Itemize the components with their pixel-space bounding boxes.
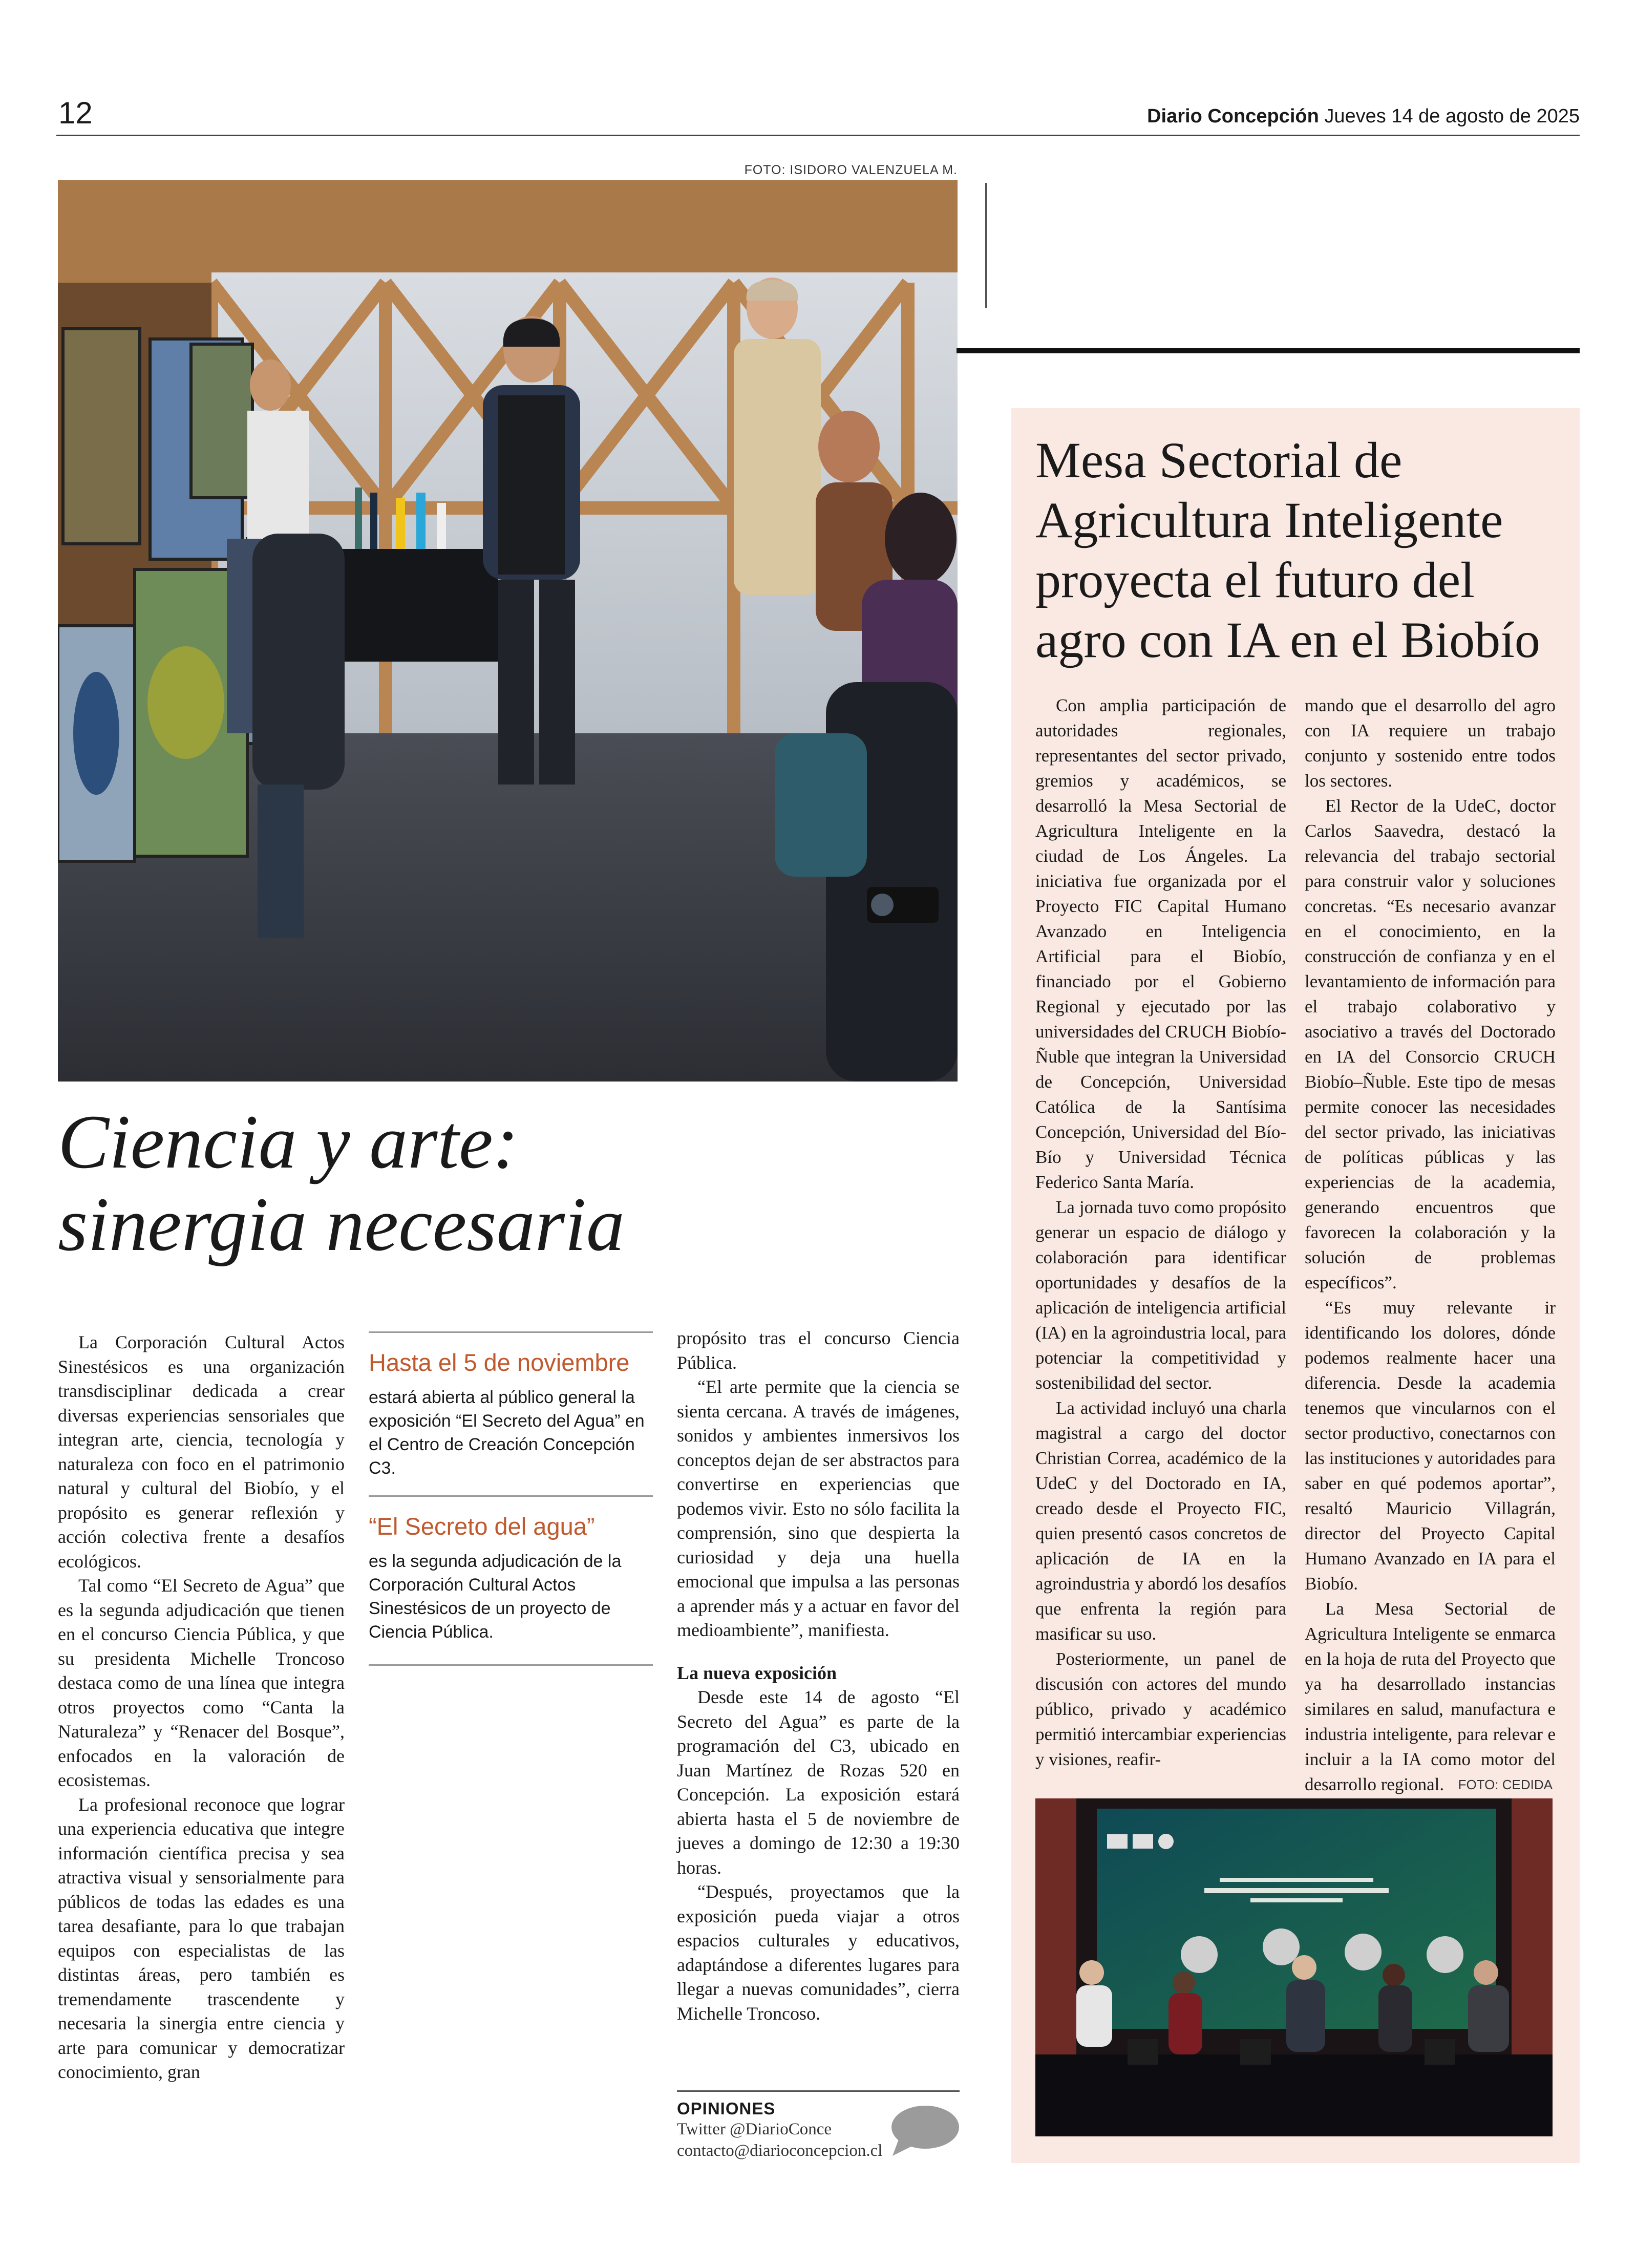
opinions-twitter[interactable]: Twitter @DiarioConce: [677, 2120, 832, 2138]
panel-event-photo: [1035, 1798, 1553, 2136]
paragraph: “Después, proyectamos que la exposición pueda viajar a otros espacios culturales y educativos, adaptándose a diferentes lugares para llegar a nuevas comunidades”, cierra Michelle Troncoso.: [677, 1881, 960, 2024]
paragraph: La actividad incluyó una charla magistral a cargo del doctor Christian Correa, académico de la UdeC y del Doctorado en IA, creado desde el Proyecto FIC, quien presentó casos concretos de aplicación de IA en la agroindustria y abordó los desafíos que enfrenta la región para masificar su uso.: [1035, 1398, 1286, 1644]
side-article-title: Mesa Sectorial de Agricultura Inteligente proyecta el futuro del agro con IA en el Biobío: [1035, 432, 1540, 668]
sidebar-text: es la segunda adjudicación de la Corporación Cultural Actos Sinestésicos de un proyecto de Ciencia Pública.: [369, 1552, 622, 1642]
article-column-3: [677, 1326, 960, 2026]
newspaper-name: Diario Concepción: [1147, 105, 1319, 127]
paragraph: La jornada tuvo como propósito generar un espacio de diálogo y colaboración para identificar oportunidades y desafíos de la aplicación de inteligencia artificial (IA) en la agroindustria local, para potenciar la competitividad y sostenibilidad del sector.: [1035, 1197, 1286, 1393]
article-title: [58, 1101, 958, 1265]
sidebar-rule: [369, 1664, 653, 1666]
opinions-rule: [677, 2090, 960, 2092]
exhibition-photo: [58, 180, 958, 1082]
paragraph: “El arte permite que la ciencia se sienta cercana. A través de imágenes, sonidos y ambientes inmersivos los conceptos dejan de ser abstractos para convertirse en experiencias que podemos vivir. Esto no sólo facilita la comprensión, sino que despierta la curiosidad y deja una huella emocional que impulsa a las personas a aprender más y a actuar en favor del medioambiente”, manifiesta.: [677, 1376, 960, 1640]
paragraph: “Es muy relevante ir identificando los dolores, dónde podemos realmente hacer una diferencia. Desde la academia tenemos que vincularnos con el sector productivo, conectarnos con las instituciones y autoridades para saber en qué podemos aportar”, resaltó Mauricio Villagrán, director del Proyecto Capital Humano Avanzado en IA para el Biobío.: [1305, 1298, 1556, 1594]
panel-illustration: [1035, 1798, 1553, 2136]
article-title-line2: sinergia necesaria: [58, 1181, 625, 1267]
issue-date: Jueves 14 de agosto de 2025: [1324, 105, 1580, 127]
paragraph: La Corporación Cultural Actos Sinestésicos es una organización transdisciplinar dedicada a crear diversas experiencias sensoriales que integran arte, ciencia, tecnología y naturaleza con foco en el patrimonio natural y cultural del Biobío, y el propósito es generar reflexión y acción colectiva frente a desafíos ecológicos.: [58, 1332, 345, 1572]
sidebar-rule: [369, 1331, 653, 1333]
paragraph: mando que el desarrollo del agro con IA requiere un trabajo conjunto y sostenido entre todos los sectores.: [1305, 695, 1556, 791]
sidebar-heading: Hasta el 5 de noviembre: [369, 1349, 630, 1376]
side-article-column-1: [1035, 693, 1286, 1772]
paragraph: La profesional reconoce que lograr una experiencia educativa que integre información científica precisa y sea atractiva visual y sensorialmente para públicos de todas las edades es una tarea desafiante, para lo que trabajan equipos con especialistas de las distintas áreas, pero también es tremendamente trascendente y necesaria la sinergia entre ciencia y arte para comunicar y democratizar conocimiento, gran: [58, 1794, 345, 2082]
fact-sidebar: [369, 1331, 653, 1666]
sidebar-rule: [369, 1495, 653, 1497]
subheading: La nueva exposición: [677, 1662, 837, 1683]
side-article-column-2: [1305, 693, 1556, 1797]
column-divider: [985, 183, 987, 308]
speech-bubble-icon: [888, 2104, 960, 2157]
paragraph: Tal como “El Secreto de Agua” que es la segunda adjudicación que tienen en el concurso Ciencia Pública, y que su presidenta Michelle Troncoso destaca como de una línea que integra otros proyectos como “Canta la Naturaleza” y “Renacer del Bosque”, enfocados en la valoración de ecosistemas.: [58, 1575, 345, 1790]
article-title-line1: Ciencia y arte:: [58, 1099, 519, 1184]
sidebar-heading: “El Secreto del agua”: [369, 1513, 595, 1540]
exhibition-illustration: [58, 180, 958, 1082]
paragraph: propósito tras el concurso Ciencia Pública.: [677, 1328, 960, 1373]
opinions-email[interactable]: contacto@diarioconcepcion.cl: [677, 2142, 883, 2160]
paragraph: Desde este 14 de agosto “El Secreto del Agua” es parte de la programación del C3, ubicado en Juan Martínez de Rozas 520 en Concepción. La exposición estará abierta hasta el 5 de noviembre de jueves a domingo de 12:30 a 19:30 horas.: [677, 1687, 960, 1878]
paragraph: Posteriormente, un panel de discusión con actores del mundo público, privado y académico permitió intercambiar experiencias y visiones, reafir-: [1035, 1649, 1286, 1769]
opinions-title: OPINIONES: [677, 2099, 776, 2118]
paragraph: Con amplia participación de autoridades regionales, representantes del sector privado, gremios y académicos, se desarrolló la Mesa Sectorial de Agricultura Inteligente en la ciudad de Los Ángeles. La iniciativa fue organizada por el Proyecto FIC Capital Humano Avanzado en Inteligencia Artificial para el Biobío, financiado por el Gobierno Regional y ejecutado por las universidades del CRUCH Biobío-Ñuble que integran la Universidad de Concepción, Universidad Católica de la Santísima Concepción, Universidad del Bío-Bío y Universidad Técnica Federico Santa María.: [1035, 695, 1286, 1192]
section-rule: [957, 348, 1580, 353]
header-rule: [56, 135, 1580, 136]
sidebar-text: estará abierta al público general la exposición “El Secreto del Agua” en el Centro de Creación Concepción C3.: [369, 1388, 645, 1478]
page-number: 12: [58, 96, 93, 130]
photo-credit: FOTO: ISIDORO VALENZUELA M.: [744, 163, 958, 177]
masthead-line: [1147, 105, 1580, 128]
paragraph: El Rector de la UdeC, doctor Carlos Saavedra, destacó la relevancia del trabajo sectorial para construir valor y soluciones concretas. “Es necesario avanzar en el conocimiento, en la construcción de confianza y en el levantamiento de información para el trabajo colaborativo y asociativo a través del Doctorado en IA del Consorcio CRUCH Biobío–Ñuble. Este tipo de mesas permite conocer las necesidades del sector privado, las iniciativas de políticas públicas y las experiencias de la academia, generando encuentros que favorecen la colaboración y la solución de problemas específicos”.: [1305, 796, 1556, 1292]
article-column-1: [58, 1330, 345, 2085]
photo-credit: FOTO: CEDIDA: [1458, 1777, 1553, 1792]
paragraph: La Mesa Sectorial de Agricultura Inteligente se enmarca en la hoja de ruta del Proyecto que ya ha desarrollado instancias similares en salud, manufactura e industria inteligente, para relevar e incluir a la IA como motor del desarrollo regional.: [1305, 1599, 1556, 1794]
